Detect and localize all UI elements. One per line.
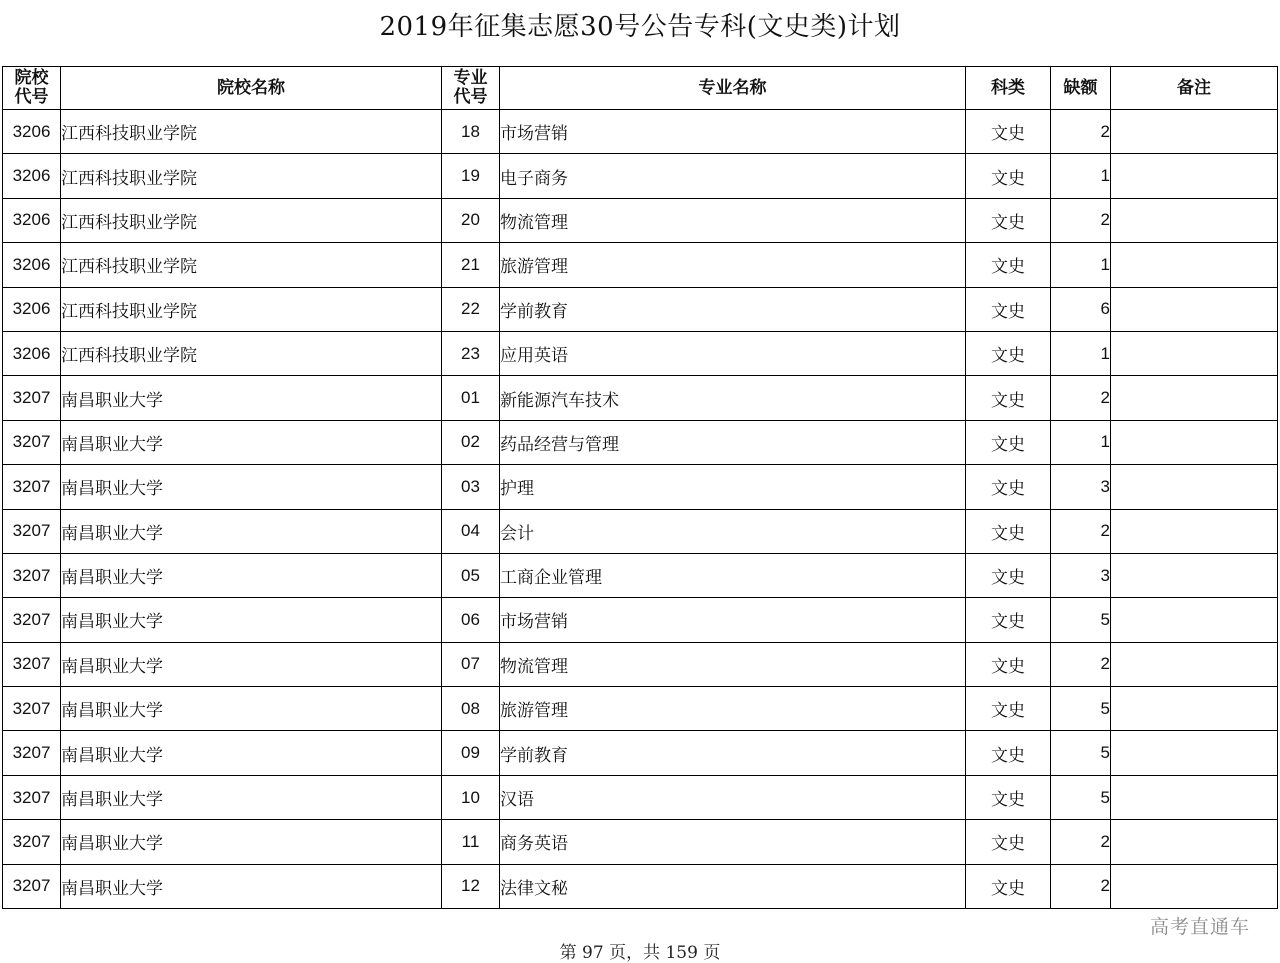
cell-school-name: 江西科技职业学院	[61, 243, 442, 287]
cell-school-code: 3207	[3, 420, 61, 464]
cell-category: 文史	[966, 465, 1051, 509]
cell-quota: 5	[1051, 775, 1111, 819]
cell-school-name: 南昌职业大学	[61, 376, 442, 420]
cell-note	[1111, 420, 1278, 464]
cell-major-code: 23	[442, 331, 500, 375]
cell-quota: 2	[1051, 110, 1111, 154]
cell-quota: 1	[1051, 331, 1111, 375]
cell-major-code: 12	[442, 864, 500, 908]
cell-major-name: 药品经营与管理	[500, 420, 966, 464]
header-major-code-line2: 代号	[453, 87, 488, 107]
cell-school-code: 3206	[3, 198, 61, 242]
table-row	[3, 198, 1278, 242]
cell-note	[1111, 864, 1278, 908]
header-school-code-line1: 院校	[14, 68, 49, 88]
cell-quota: 3	[1051, 553, 1111, 597]
cell-major-code: 02	[442, 420, 500, 464]
page-footer: 第 97 页，共 159 页	[559, 943, 721, 963]
header-major-code-line1: 专业	[453, 68, 488, 88]
cell-school-name: 南昌职业大学	[61, 420, 442, 464]
cell-school-code: 3206	[3, 154, 61, 198]
cell-quota: 5	[1051, 598, 1111, 642]
table-row	[3, 731, 1278, 775]
header-quota: 缺额	[1051, 67, 1111, 110]
table-row	[3, 598, 1278, 642]
cell-school-code: 3207	[3, 465, 61, 509]
cell-school-name: 江西科技职业学院	[61, 287, 442, 331]
cell-school-name: 南昌职业大学	[61, 553, 442, 597]
cell-school-name: 南昌职业大学	[61, 731, 442, 775]
cell-school-name: 江西科技职业学院	[61, 154, 442, 198]
cell-category: 文史	[966, 731, 1051, 775]
cell-note	[1111, 287, 1278, 331]
cell-category: 文史	[966, 598, 1051, 642]
table-row	[3, 287, 1278, 331]
table-row	[3, 553, 1278, 597]
cell-school-name: 江西科技职业学院	[61, 110, 442, 154]
cell-school-name: 南昌职业大学	[61, 465, 442, 509]
table-row	[3, 110, 1278, 154]
cell-major-name: 工商企业管理	[500, 553, 966, 597]
cell-major-name: 商务英语	[500, 820, 966, 864]
cell-category: 文史	[966, 376, 1051, 420]
cell-note	[1111, 465, 1278, 509]
cell-major-code: 19	[442, 154, 500, 198]
cell-quota: 6	[1051, 287, 1111, 331]
cell-major-name: 旅游管理	[500, 687, 966, 731]
cell-quota: 2	[1051, 864, 1111, 908]
cell-category: 文史	[966, 198, 1051, 242]
cell-major-code: 09	[442, 731, 500, 775]
cell-quota: 2	[1051, 820, 1111, 864]
cell-major-code: 21	[442, 243, 500, 287]
cell-quota: 1	[1051, 243, 1111, 287]
cell-school-code: 3207	[3, 509, 61, 553]
cell-quota: 1	[1051, 154, 1111, 198]
cell-major-name: 电子商务	[500, 154, 966, 198]
cell-major-code: 04	[442, 509, 500, 553]
table-row	[3, 864, 1278, 908]
table-header	[3, 67, 1278, 110]
cell-major-name: 学前教育	[500, 731, 966, 775]
cell-major-name: 物流管理	[500, 198, 966, 242]
cell-quota: 2	[1051, 509, 1111, 553]
cell-note	[1111, 243, 1278, 287]
cell-school-name: 南昌职业大学	[61, 598, 442, 642]
table-row	[3, 465, 1278, 509]
cell-major-code: 05	[442, 553, 500, 597]
cell-note	[1111, 642, 1278, 686]
table-row	[3, 420, 1278, 464]
cell-category: 文史	[966, 420, 1051, 464]
header-school-name: 院校名称	[61, 67, 442, 110]
cell-note	[1111, 731, 1278, 775]
cell-school-name: 江西科技职业学院	[61, 331, 442, 375]
cell-major-code: 10	[442, 775, 500, 819]
cell-school-code: 3207	[3, 687, 61, 731]
header-major-code	[442, 67, 500, 110]
cell-school-code: 3207	[3, 376, 61, 420]
cell-note	[1111, 598, 1278, 642]
plan-table	[2, 66, 1278, 909]
cell-major-name: 护理	[500, 465, 966, 509]
cell-category: 文史	[966, 243, 1051, 287]
table-row	[3, 509, 1278, 553]
cell-major-name: 会计	[500, 509, 966, 553]
header-category: 科类	[966, 67, 1051, 110]
cell-category: 文史	[966, 864, 1051, 908]
cell-category: 文史	[966, 553, 1051, 597]
table-row	[3, 154, 1278, 198]
cell-major-name: 法律文秘	[500, 864, 966, 908]
cell-major-name: 旅游管理	[500, 243, 966, 287]
cell-school-name: 南昌职业大学	[61, 864, 442, 908]
cell-major-code: 18	[442, 110, 500, 154]
cell-school-name: 南昌职业大学	[61, 509, 442, 553]
cell-major-name: 汉语	[500, 775, 966, 819]
cell-category: 文史	[966, 110, 1051, 154]
cell-major-code: 03	[442, 465, 500, 509]
cell-category: 文史	[966, 154, 1051, 198]
cell-major-code: 08	[442, 687, 500, 731]
header-row	[3, 67, 1278, 110]
cell-school-name: 南昌职业大学	[61, 642, 442, 686]
cell-school-code: 3206	[3, 287, 61, 331]
cell-category: 文史	[966, 331, 1051, 375]
cell-school-name: 南昌职业大学	[61, 687, 442, 731]
cell-school-code: 3207	[3, 820, 61, 864]
cell-major-name: 市场营销	[500, 110, 966, 154]
table-row	[3, 820, 1278, 864]
cell-category: 文史	[966, 642, 1051, 686]
table-body	[3, 110, 1278, 909]
cell-category: 文史	[966, 820, 1051, 864]
cell-major-name: 新能源汽车技术	[500, 376, 966, 420]
cell-note	[1111, 376, 1278, 420]
cell-school-code: 3207	[3, 553, 61, 597]
cell-quota: 1	[1051, 420, 1111, 464]
cell-quota: 3	[1051, 465, 1111, 509]
table-row	[3, 331, 1278, 375]
table-row	[3, 243, 1278, 287]
page-title: 2019年征集志愿30号公告专科(文史类)计划	[379, 12, 901, 42]
cell-note	[1111, 331, 1278, 375]
cell-school-code: 3207	[3, 731, 61, 775]
cell-note	[1111, 110, 1278, 154]
table-row	[3, 687, 1278, 731]
cell-major-code: 11	[442, 820, 500, 864]
cell-note	[1111, 687, 1278, 731]
header-school-code-line2: 代号	[14, 87, 49, 107]
cell-category: 文史	[966, 687, 1051, 731]
cell-major-name: 应用英语	[500, 331, 966, 375]
cell-major-code: 07	[442, 642, 500, 686]
cell-school-code: 3206	[3, 110, 61, 154]
cell-major-name: 市场营销	[500, 598, 966, 642]
cell-school-code: 3206	[3, 331, 61, 375]
cell-note	[1111, 775, 1278, 819]
cell-school-code: 3207	[3, 642, 61, 686]
cell-note	[1111, 553, 1278, 597]
header-major-name: 专业名称	[500, 67, 966, 110]
cell-major-code: 20	[442, 198, 500, 242]
header-school-code	[3, 67, 61, 110]
cell-category: 文史	[966, 775, 1051, 819]
cell-note	[1111, 198, 1278, 242]
cell-school-name: 南昌职业大学	[61, 820, 442, 864]
cell-category: 文史	[966, 509, 1051, 553]
cell-school-code: 3207	[3, 598, 61, 642]
cell-school-code: 3206	[3, 243, 61, 287]
watermark: 高考直通车	[1149, 916, 1250, 938]
table-row	[3, 376, 1278, 420]
cell-school-code: 3207	[3, 864, 61, 908]
cell-major-code: 01	[442, 376, 500, 420]
cell-major-code: 06	[442, 598, 500, 642]
table-row	[3, 775, 1278, 819]
cell-note	[1111, 509, 1278, 553]
cell-school-name: 南昌职业大学	[61, 775, 442, 819]
cell-major-code: 22	[442, 287, 500, 331]
cell-quota: 2	[1051, 198, 1111, 242]
cell-school-name: 江西科技职业学院	[61, 198, 442, 242]
cell-note	[1111, 820, 1278, 864]
cell-category: 文史	[966, 287, 1051, 331]
table-row	[3, 642, 1278, 686]
cell-quota: 2	[1051, 376, 1111, 420]
cell-note	[1111, 154, 1278, 198]
cell-major-name: 学前教育	[500, 287, 966, 331]
cell-quota: 5	[1051, 731, 1111, 775]
cell-quota: 5	[1051, 687, 1111, 731]
cell-major-name: 物流管理	[500, 642, 966, 686]
header-note: 备注	[1111, 67, 1278, 110]
cell-quota: 2	[1051, 642, 1111, 686]
cell-school-code: 3207	[3, 775, 61, 819]
